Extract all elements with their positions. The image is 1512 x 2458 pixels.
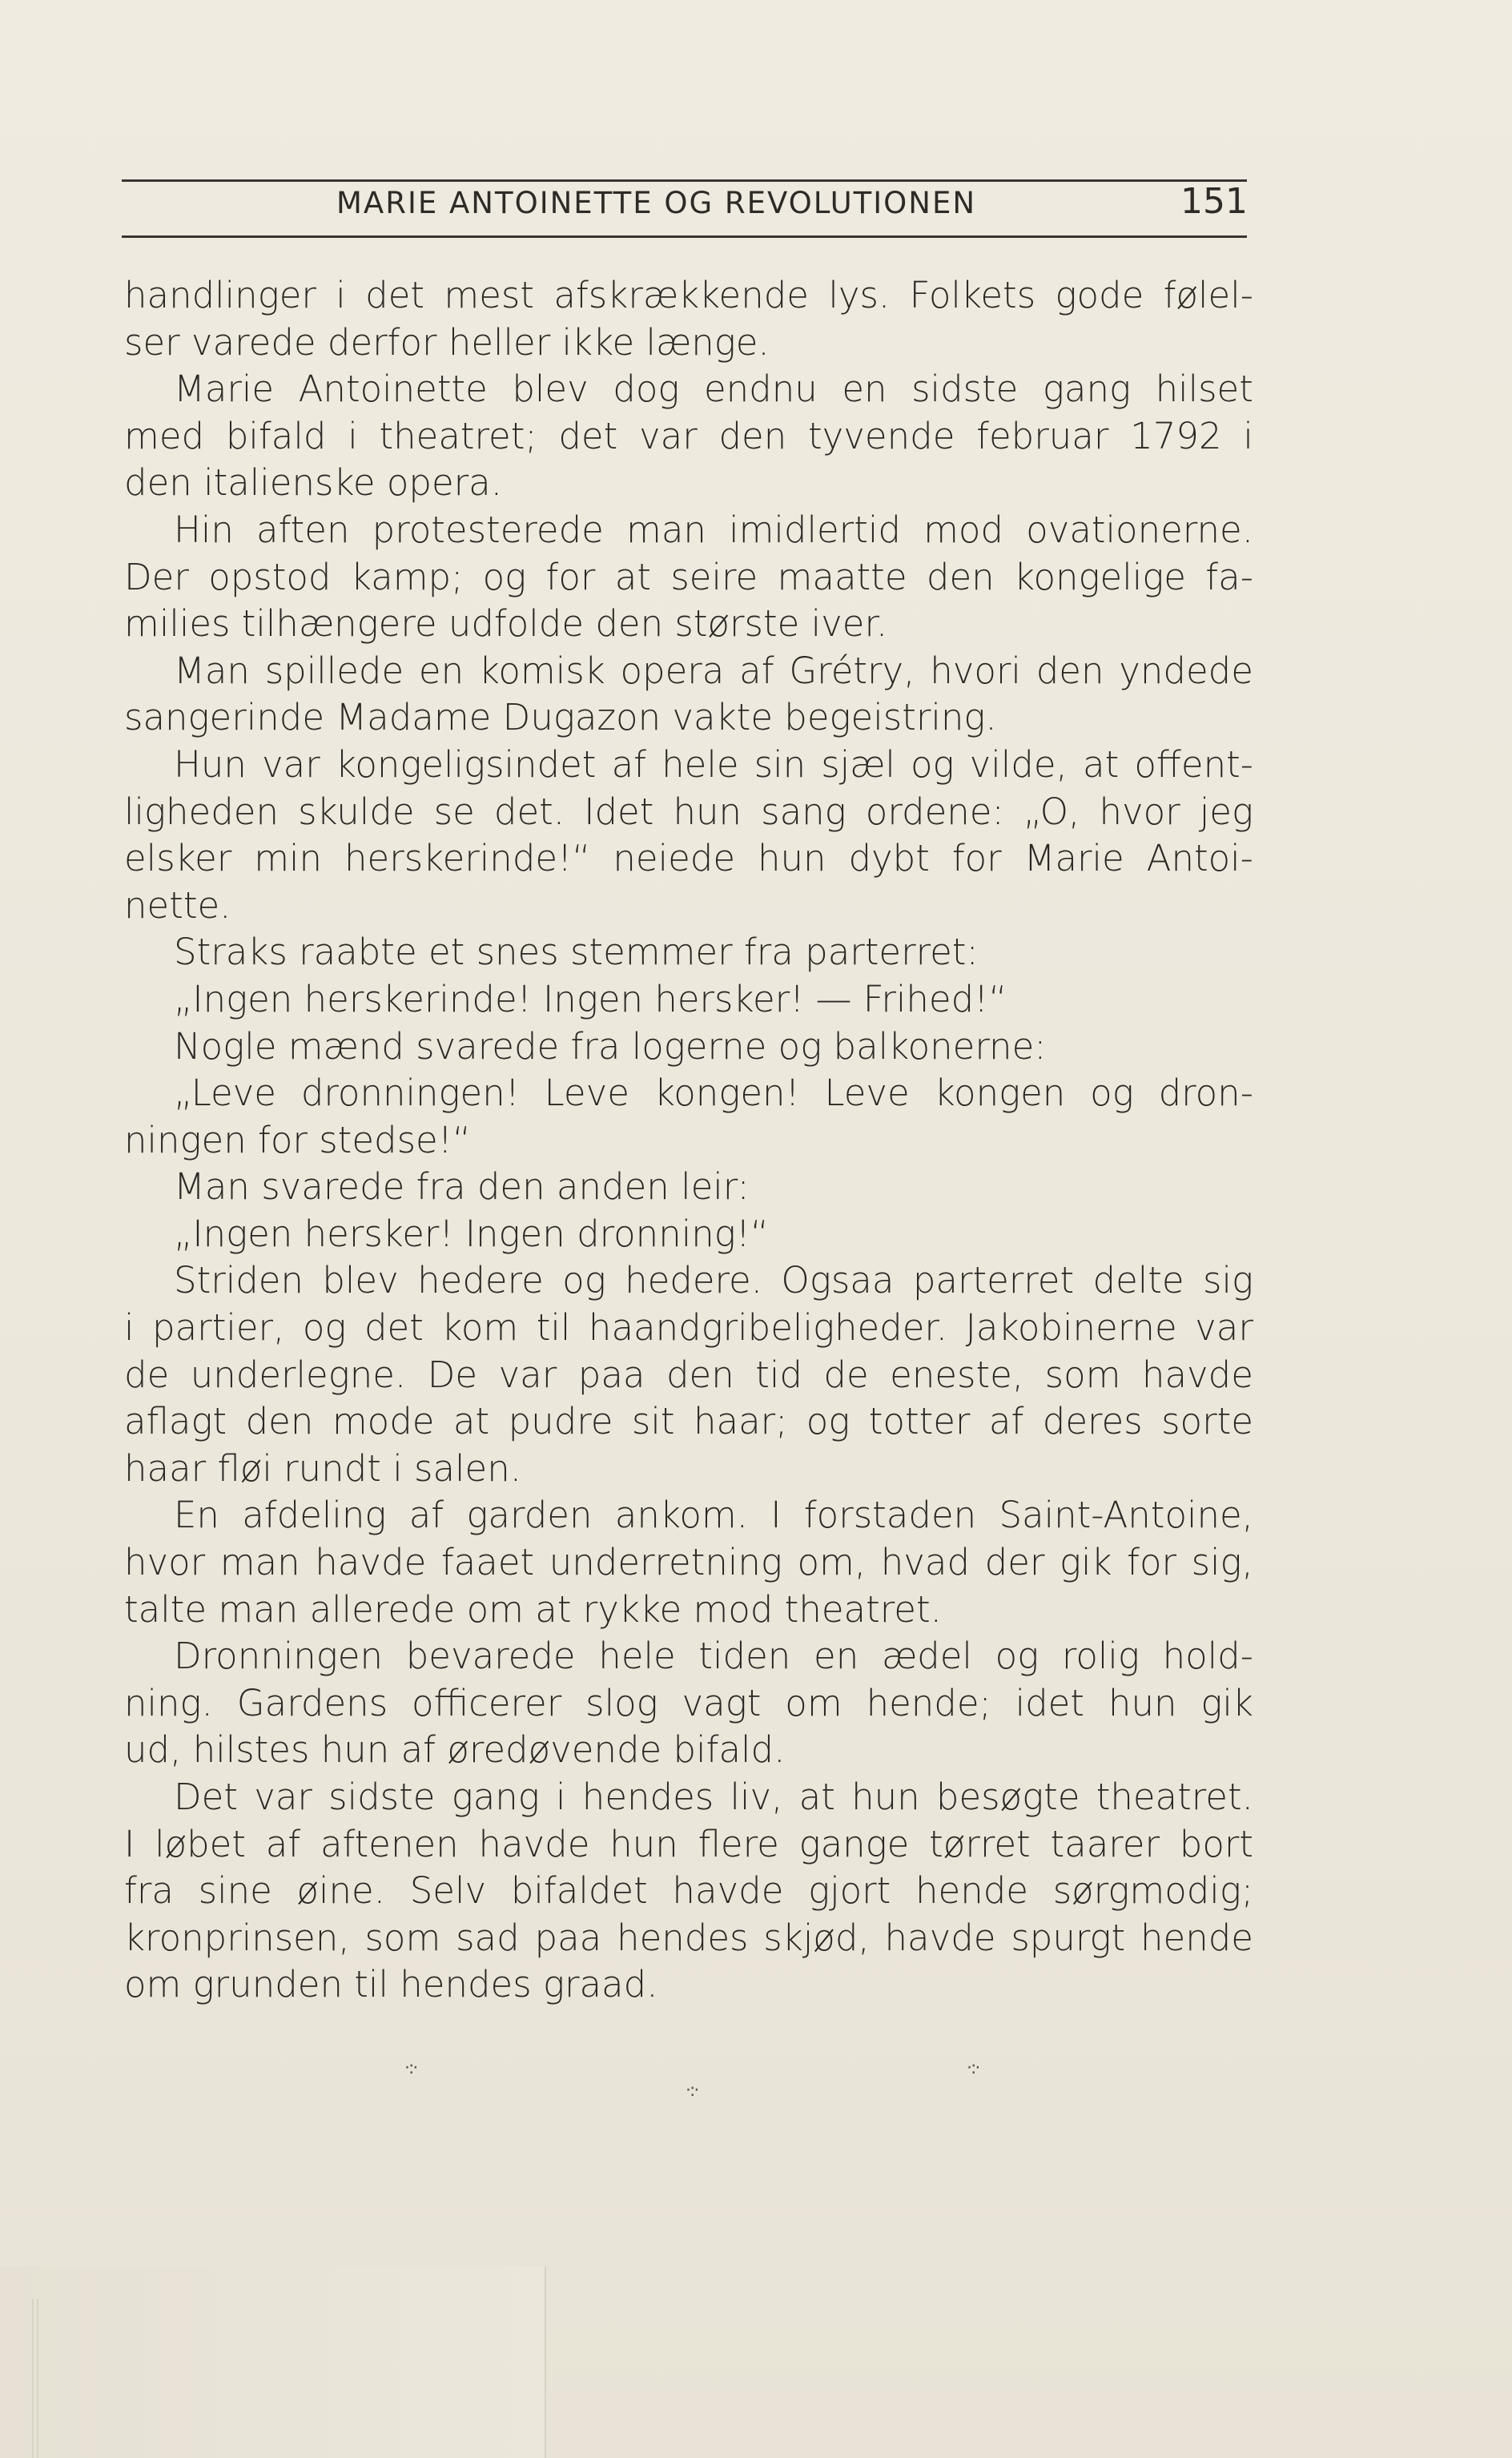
text-line: Det var sidste gang i hendes liv, at hun besøgte theatret. [174,1776,1253,1818]
section-ornaments [0,2058,1512,2106]
text-line: Man spillede en komisk opera af Grétry, hvori den yndede [174,649,1253,692]
text-line: fra sine øine. Selv bifaldet havde gjort hende sørgmodig; [124,1869,1253,1913]
text-line: milies tilhængere udfolde den største iver. [124,602,888,646]
text-line: med bifald i theatret; det var den tyvende februar 1792 i [124,414,1253,457]
text-line: handlinger i det mest afskrækkende lys. Folkets gode følel- [124,274,1253,316]
text-line: Der opstod kamp; og for at seire maatte den kongelige fa- [124,555,1253,598]
text-line: „Ingen hersker! Ingen dronning!“ [174,1212,770,1255]
text-line: ligheden skulde se det. Idet hun sang ordene: „O, hvor jeg [124,790,1253,833]
text-line: Marie Antoinette blev dog endnu en sidste gang hilset [174,368,1253,411]
body-text [124,272,1253,2009]
text-line: ser varede derfor heller ikke længe. [124,320,770,364]
text-line: elsker min herskerinde!“ neiede hun dybt for Marie Antoi- [124,837,1253,880]
text-line: Man svarede fra den anden leir: [174,1165,750,1209]
text-line: aflagt den mode at pudre sit haar; og totter af deres sorte [124,1400,1253,1443]
text-line: ning. Gardens officerer slog vagt om hende; idet hun gik [124,1681,1253,1724]
binding-lines [32,2299,38,2458]
text-line: sangerinde Madame Dugazon vakte begeistring. [124,696,997,739]
text-line: kronprinsen, som sad paa hendes skjød, havde spurgt hende [124,1916,1253,1959]
page-edge-shadow [0,2267,546,2458]
ornament-center: ·:· [686,2081,698,2101]
header-rule-top [122,179,1247,182]
running-title: MARIE ANTOINETTE OG REVOLUTIONEN [336,186,977,220]
header-rule-bottom [122,235,1247,238]
text-line: i partier, og det kom til haandgribeligheder. Jakobinerne var [124,1306,1253,1350]
text-line: den italienske opera. [124,461,503,505]
text-line: „Ingen herskerinde! Ingen hersker! — Frihed!“ [174,977,1007,1020]
text-line: de underlegne. De var paa den tid de eneste, som havde [124,1353,1253,1396]
text-line: Hin aften protesterede man imidlertid mod ovationerne. [174,508,1253,551]
text-line: Dronningen bevarede hele tiden en ædel og rolig hold- [174,1635,1253,1678]
text-line: En afdeling af garden ankom. I forstaden Saint-Antoine, [174,1494,1253,1537]
text-line: om grunden til hendes graad. [124,1963,658,2006]
text-line: I løbet af aftenen havde hun flere gange tørret taarer bort [124,1822,1253,1865]
text-line: Striden blev hedere og hedere. Ogsaa parterret delte sig [174,1259,1253,1302]
ornament-right: ·:· [967,2058,979,2078]
text-line: Nogle mænd svarede fra logerne og balkonerne: [174,1024,1047,1068]
text-line: Hun var kongeligsindet af hele sin sjæl og vilde, at offent- [174,742,1253,786]
text-line: nette. [124,883,231,927]
text-line: „Leve dronningen! Leve kongen! Leve kongen og dron- [174,1072,1253,1115]
text-line: Straks raabte et snes stemmer fra parterret: [174,931,979,974]
page-number: 151 [1180,181,1248,222]
ornament-left: ·:· [404,2058,417,2078]
text-line: ud, hilstes hun af øredøvende bifald. [124,1728,786,1772]
text-line: ningen for stedse!“ [124,1118,472,1161]
text-line: hvor man havde faaet underretning om, hvad der gik for sig, [124,1541,1253,1584]
text-line: talte man allerede om at rykke mod theatret. [124,1587,942,1631]
text-line: haar fløi rundt i salen. [124,1446,522,1490]
